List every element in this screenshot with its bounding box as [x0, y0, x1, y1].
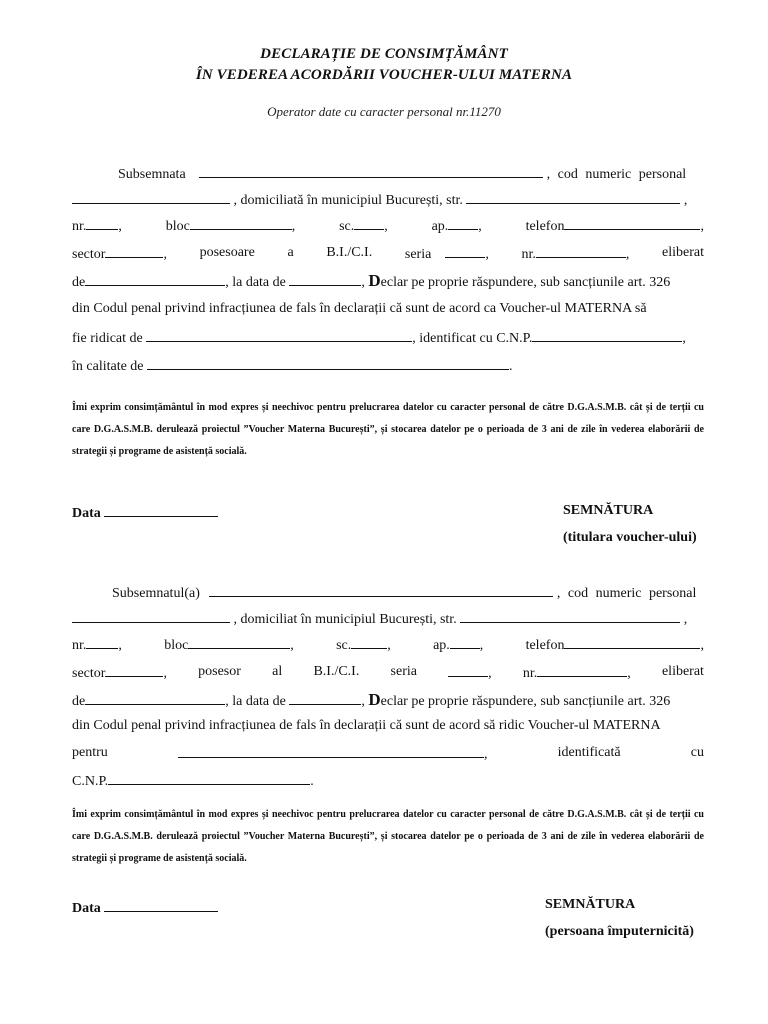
s1-line-3: nr. , bloc , sc. , ap. , telefon , — [72, 216, 704, 236]
id-number-field[interactable] — [536, 244, 626, 258]
s2-line-1: Subsemnatul(a) , cod numeric personal — [72, 583, 704, 603]
s1-consent-text: Îmi exprim consimțământul în mod expres și neechivoc pentru prelucrarea datelor cu caracter personal de către D.G.A.S.M.B. cât și de terții cu care D.G.A.S.M.B. derulează proiectul ”Voucher Materna București”, și stocarea datelor pe o perioada de 3 ani de zile în vederea elaborării de strategii și programe de asistență socială. — [72, 402, 704, 457]
mother-name-field[interactable] — [178, 744, 484, 758]
s1-line-6: din Codul penal privind infracțiunea de fals în declarații că sunt de acord ca Voucher-ul MATERNA să — [72, 301, 647, 316]
nr-field[interactable] — [86, 216, 118, 230]
bloc-field[interactable] — [190, 216, 292, 230]
street-field-2[interactable] — [460, 609, 680, 623]
s1-signature-label: SEMNĂTURA — [563, 503, 654, 518]
ap-field-2[interactable] — [450, 635, 480, 649]
nr-field-2[interactable] — [86, 635, 118, 649]
s2-date-field[interactable] — [104, 898, 218, 912]
s2-signature-role: (persoana împuternicită) — [545, 924, 694, 939]
s2-line-6: din Codul penal privind infracțiunea de fals în declarații că sunt de acord să ridic Voucher-ul MATERNA — [72, 718, 661, 733]
cnp-field[interactable] — [72, 190, 230, 204]
title-line-1: DECLARAȚIE DE CONSIMȚĂMÂNT — [260, 46, 508, 62]
proxy-cnp-field[interactable] — [532, 328, 682, 342]
operator-note: Operator date cu caracter personal nr.11270 — [267, 104, 501, 119]
cnp-field-2[interactable] — [72, 609, 230, 623]
s2-line-4: sector , posesor al B.I./C.I. seria , nr. , eliberat — [72, 664, 704, 681]
capacity-field[interactable] — [147, 356, 509, 370]
ap-field[interactable] — [448, 216, 478, 230]
issue-date-field[interactable] — [289, 272, 361, 286]
s2-consent-text: Îmi exprim consimțământul în mod expres și neechivoc pentru prelucrarea datelor cu caracter personal de către D.G.A.S.M.B. cât și de terții cu care D.G.A.S.M.B. derulează proiectul ”Voucher Materna București”, și stocarea datelor pe o perioada de 3 ani de zile în vederea elaborării de strategii și programe de asistență socială. — [72, 809, 704, 864]
sector-field-2[interactable] — [105, 663, 163, 677]
s2-line-7: pentru , identificată cu — [72, 745, 704, 762]
s1-line-5: de , la data de , Declar pe proprie răspundere, sub sancțiunile art. 326 — [72, 271, 671, 290]
seria-field-2[interactable] — [448, 663, 488, 677]
s1-line-7: fie ridicat de , identificat cu C.N.P. , — [72, 328, 704, 348]
name-field[interactable] — [199, 164, 543, 178]
bloc-field-2[interactable] — [188, 635, 290, 649]
s1-line-8: în calitate de . — [72, 356, 704, 376]
phone-field[interactable] — [564, 216, 700, 230]
s1-date-field[interactable] — [104, 503, 218, 517]
s1-line-1: Subsemnata , cod numeric personal — [72, 164, 704, 184]
sector-field[interactable] — [105, 244, 163, 258]
street-field[interactable] — [466, 190, 680, 204]
id-number-field-2[interactable] — [537, 663, 627, 677]
s1-line-4: sector , posesoare a B.I./C.I. seria , nr. , eliberat — [72, 245, 704, 262]
s1-signature-role: (titulara voucher-ului) — [563, 530, 697, 545]
s2-line-5: de , la data de , Declar pe proprie răspundere, sub sancțiunile art. 326 — [72, 690, 671, 709]
s2-line-3: nr. , bloc , sc. , ap. , telefon , — [72, 635, 704, 655]
title-line-2: ÎN VEDEREA ACORDĂRII VOUCHER-ULUI MATERNA — [195, 67, 573, 83]
issue-date-field-2[interactable] — [289, 691, 361, 705]
s1-line-2: , domiciliată în municipiul București, str. , — [72, 190, 704, 210]
issued-by-field[interactable] — [85, 272, 225, 286]
sc-field[interactable] — [354, 216, 384, 230]
s2-line-8: C.N.P. . — [72, 771, 704, 791]
phone-field-2[interactable] — [564, 635, 700, 649]
s2-date: Data — [72, 898, 218, 917]
s2-line-2: , domiciliat în municipiul București, str. , — [72, 609, 704, 629]
name-field-2[interactable] — [209, 583, 553, 597]
issued-by-field-2[interactable] — [85, 691, 225, 705]
cnp-field-3[interactable] — [108, 771, 310, 785]
proxy-name-field[interactable] — [146, 328, 412, 342]
seria-field[interactable] — [445, 244, 485, 258]
s2-signature-label: SEMNĂTURA — [545, 897, 636, 912]
s1-date: Data — [72, 503, 218, 522]
sc-field-2[interactable] — [351, 635, 387, 649]
